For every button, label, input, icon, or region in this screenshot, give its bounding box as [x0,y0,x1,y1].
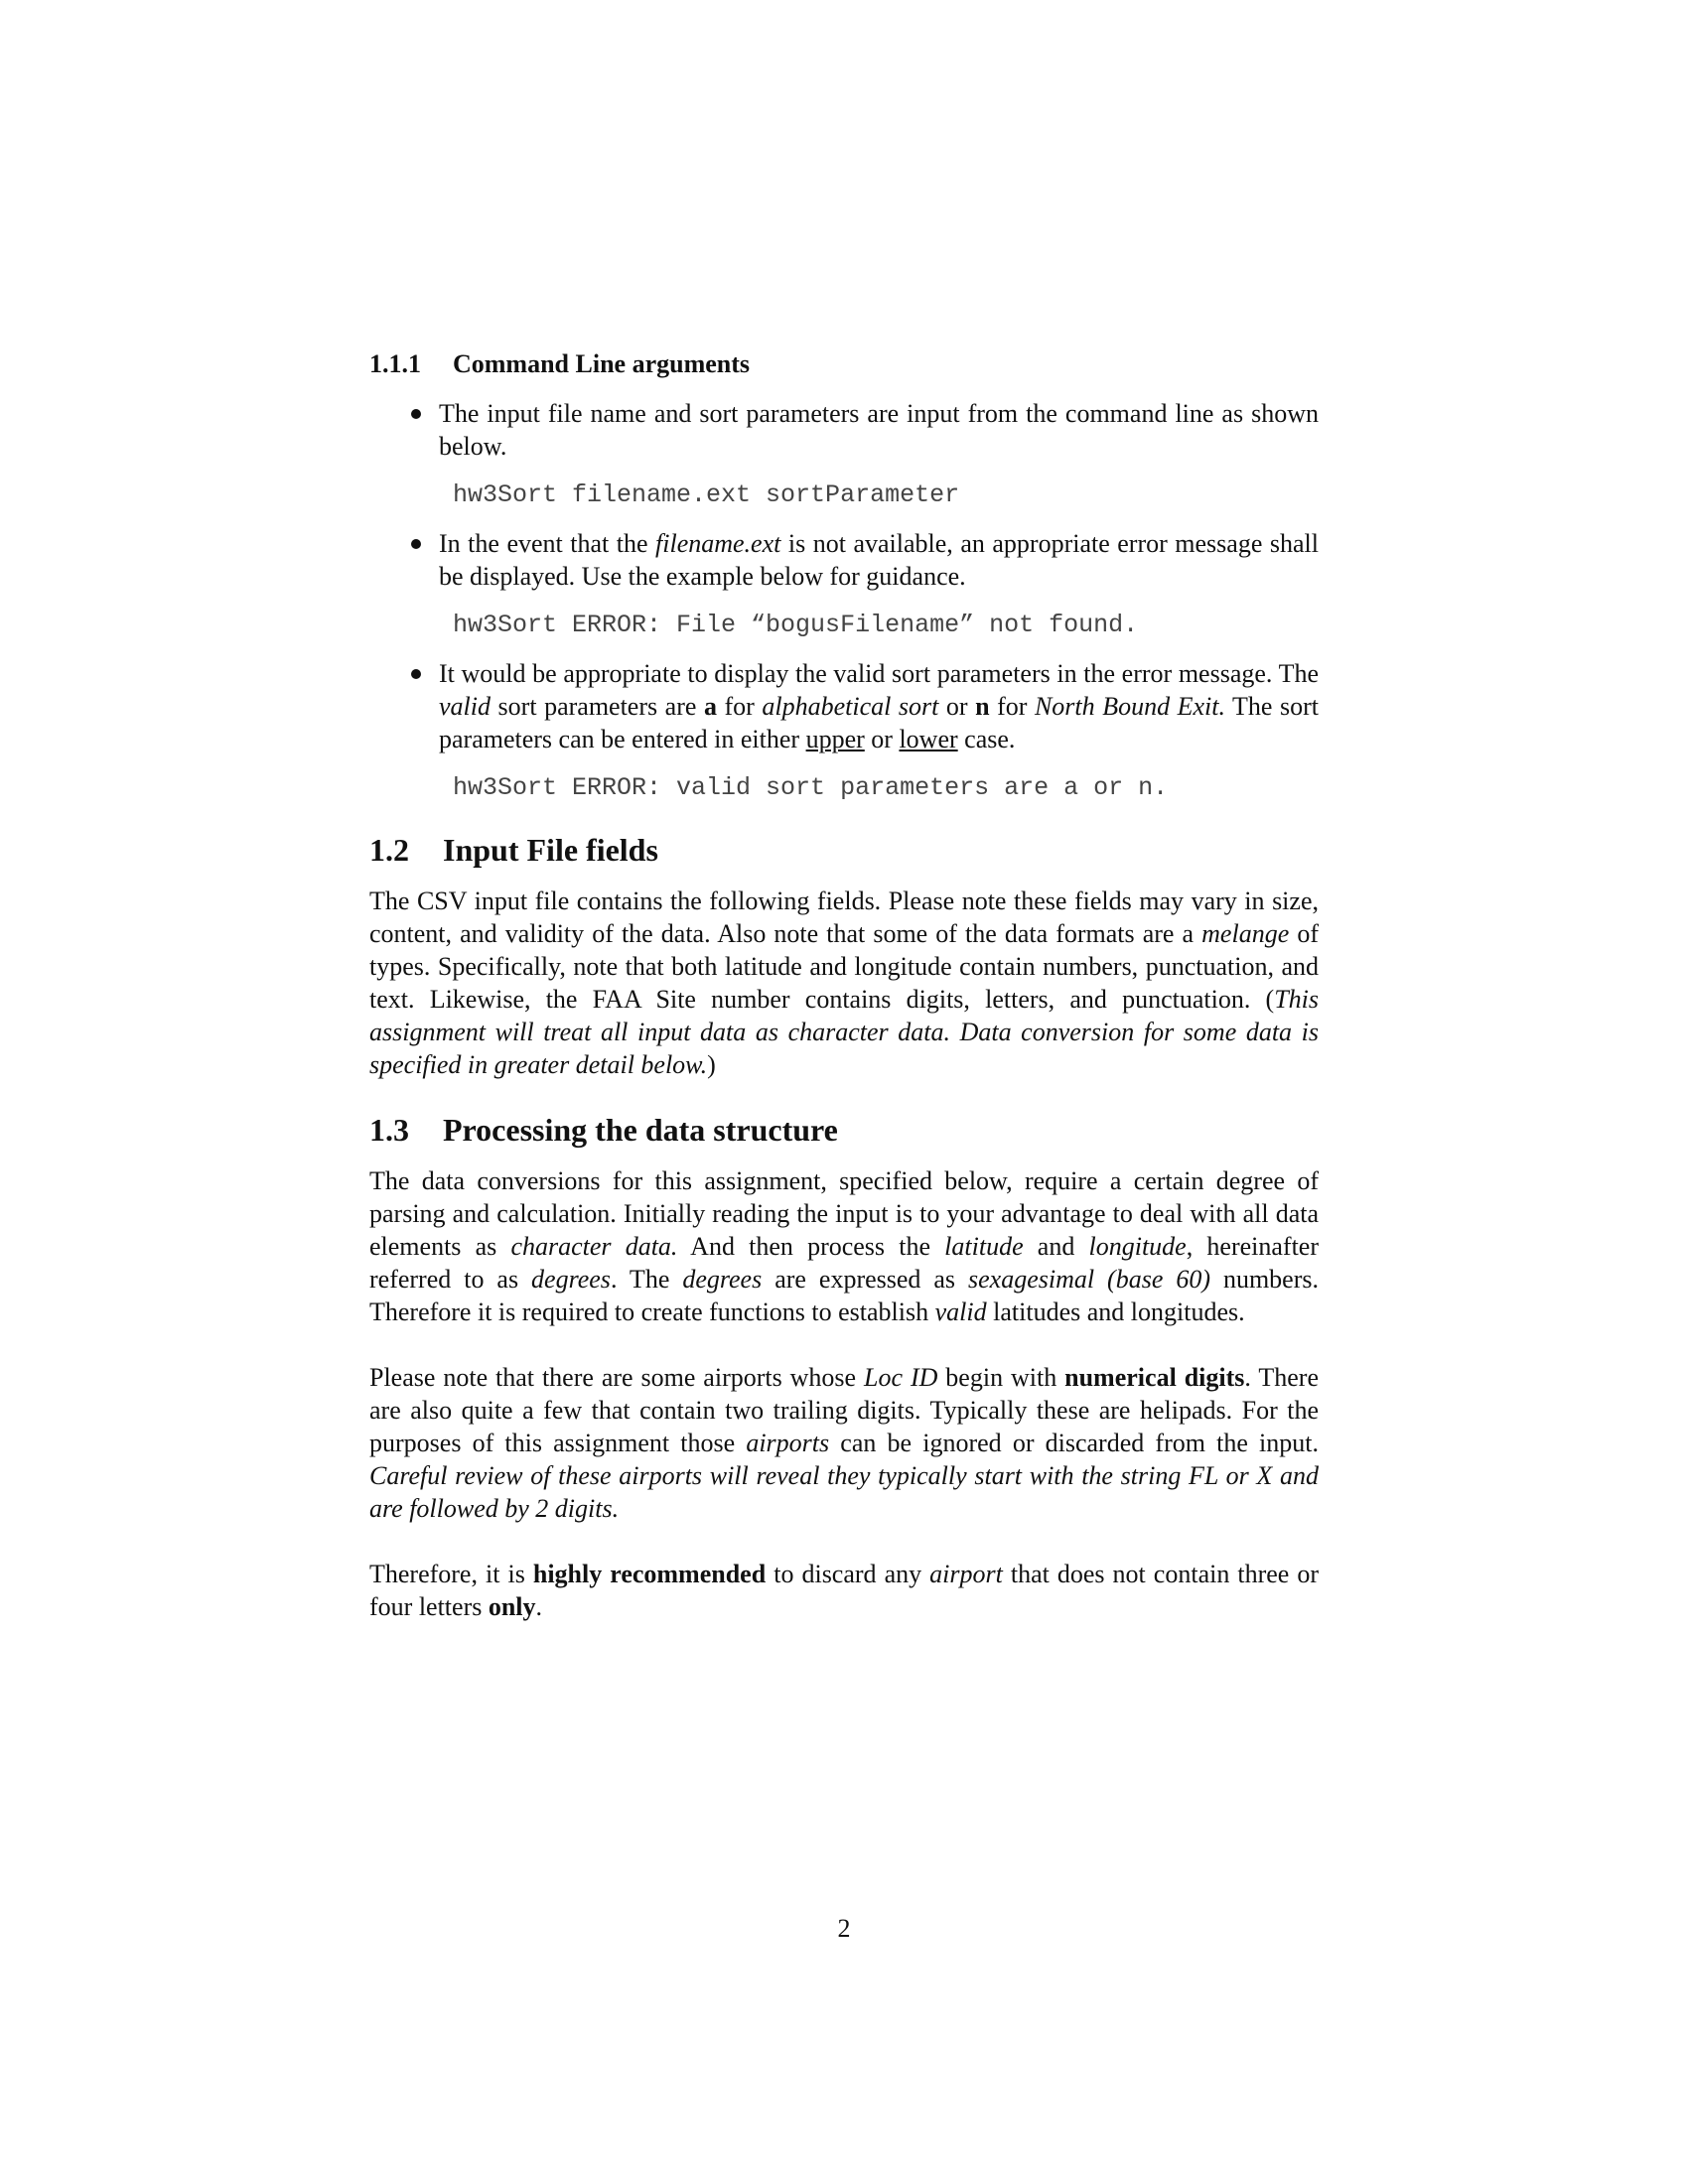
section-heading [369,834,1319,867]
section-number: 1.3 [369,1112,409,1148]
paragraph: Therefore, it is highly recommended to discard any airport that does not contain three or four letters only. [369,1560,1320,1621]
bullet-icon [411,409,421,419]
paragraph: The data conversions for this assignment, specified below, require a certain degree of parsing and calculation. Initially reading the input is to your advantage to deal with all data elements as character data. And then process the latitude and longitude, hereinafter referred to as degrees. The degrees are expressed as sexagesimal (base 60) numbers. Therefore it is required to create functions to establish valid latitudes and longitudes. [369,1166,1319,1326]
paragraph: Please note that there are some airports whose Loc ID begin with numerical digits. There are also quite a few that contain two trailing digits. Typically these are helipads. For the purposes of this assignment those airports can be ignored or discarded from the input. Careful review of these airports will reveal they typically start with the string FL or X and are followed by 2 digits. [369,1363,1319,1523]
page-number: 2 [837,1914,851,1943]
section-title: Input File fields [443,832,658,868]
subsection-number: 1.1.1 [369,349,421,378]
code-example: hw3Sort ERROR: valid sort parameters are a or n. [453,773,1169,802]
subsection-heading [369,347,1319,380]
bullet-icon [411,669,421,679]
bullet-text: The input file name and sort parameters are input from the command line as shown below. [439,399,1319,461]
bullet-text: It would be appropriate to display the valid sort parameters in the error message. The valid sort parameters are a for alphabetical sort or n for North Bound Exit. The sort parameters can be entered in either upper or lower case. [439,659,1320,753]
list-item [369,527,1319,641]
bullet-icon [411,539,421,549]
section-title: Processing the data structure [443,1112,838,1148]
subsection-title: Command Line arguments [453,349,751,378]
list-item [369,397,1319,511]
section-heading [369,1114,1319,1147]
list-item [369,657,1319,804]
section-number: 1.2 [369,832,409,868]
code-example: hw3Sort ERROR: File “bogusFilename” not found. [453,611,1139,639]
paragraph: The CSV input file contains the following fields. Please note these fields may vary in size, content, and validity of the data. Also note that some of the data formats are a melange of types. Specifically, note that both latitude and longitude contain numbers, punctuation, and text. Likewise, the FAA Site number contains digits, letters, and punctuation. (This assignment will treat all input data as character data. Data conversion for some data is specified in greater detail below.) [369,887,1319,1079]
code-example: hw3Sort filename.ext sortParameter [453,480,960,509]
document-page [369,338,1319,1656]
bullet-text: In the event that the filename.ext is not available, an appropriate error message shall be displayed. Use the example below for guidance. [439,529,1319,591]
argument-bullet-list [369,397,1319,804]
